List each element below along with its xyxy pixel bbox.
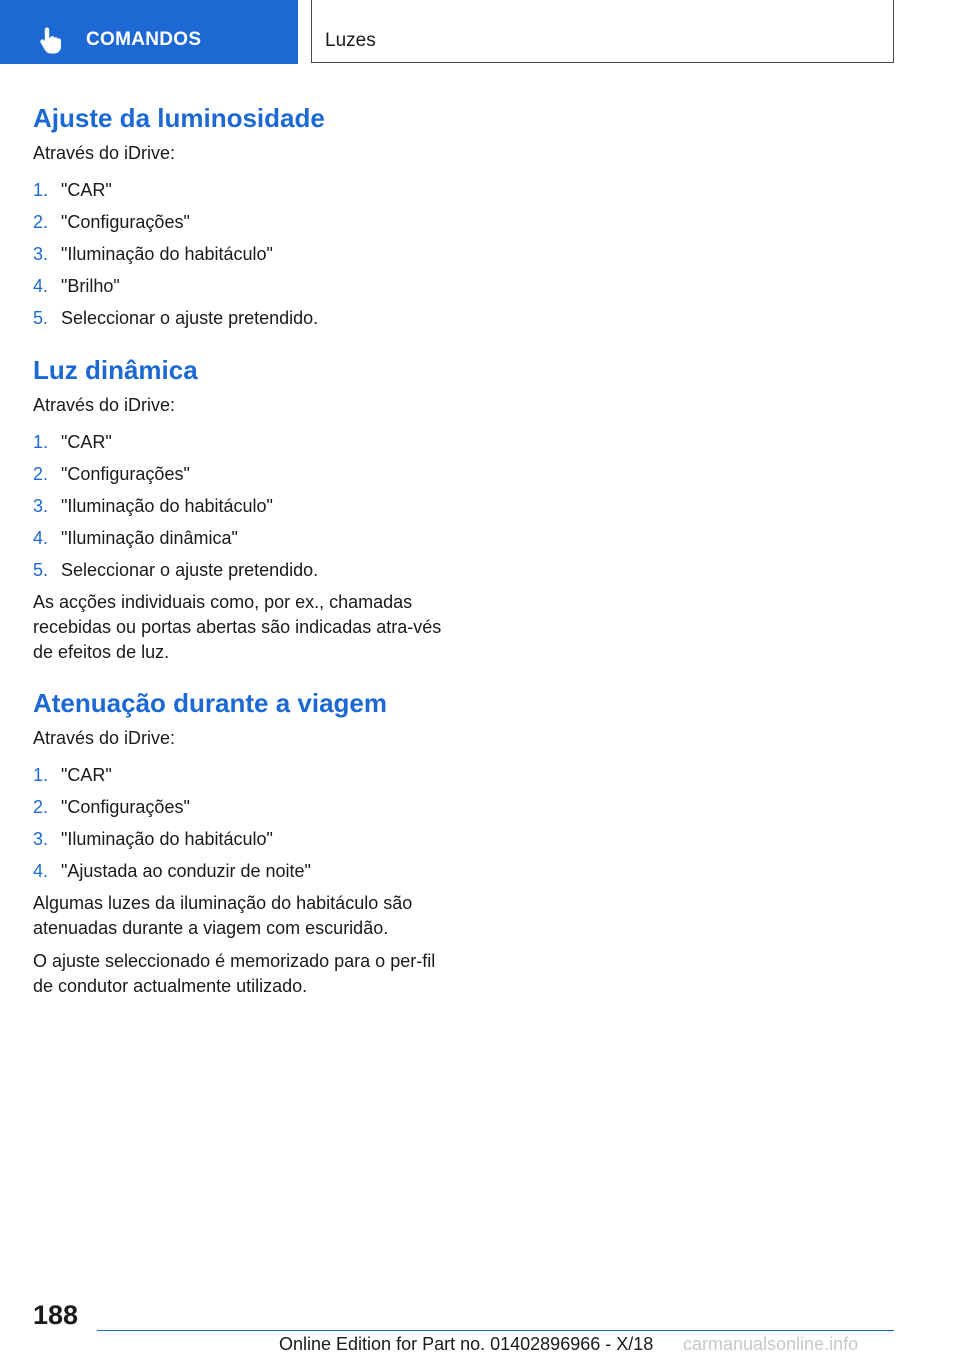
section-intro: Através do iDrive: [33, 728, 176, 748]
steps-list [33, 426, 443, 586]
content-column [33, 100, 443, 1015]
step-item: 1. "CAR" [33, 765, 112, 785]
section-paragraph: As acções individuais como, por ex., chamadas recebidas ou portas abertas são indicadas atra-vés de efeitos de luz. [33, 592, 442, 662]
step-item: 3. "Iluminação do habitáculo" [33, 829, 273, 849]
step-item: 2. "Configurações" [33, 464, 190, 484]
step-item: 3. "Iluminação do habitáculo" [33, 496, 273, 516]
footer-divider [97, 1330, 894, 1331]
steps-list [33, 174, 443, 334]
section-title: Ajuste da luminosidade [33, 103, 325, 133]
step-item: 2. "Configurações" [33, 212, 190, 232]
section-title: Luz dinâmica [33, 355, 198, 385]
section-title: Atenuação durante a viagem [33, 688, 387, 718]
pointing-hand-icon [38, 26, 64, 54]
step-item: 2. "Configurações" [33, 797, 190, 817]
chapter-tab [0, 0, 298, 64]
steps-list [33, 759, 443, 887]
step-item: 4. "Iluminação dinâmica" [33, 528, 238, 548]
section-dynamic-light [33, 352, 443, 665]
section-intro: Através do iDrive: [33, 395, 176, 415]
section-paragraph: O ajuste seleccionado é memorizado para o per-fil de condutor actualmente utilizado. [33, 951, 436, 996]
section-header [311, 0, 894, 63]
edition-text: Online Edition for Part no. 01402896966 - X/18 [279, 1334, 654, 1354]
step-item: 5. Seleccionar o ajuste pretendido. [33, 560, 319, 580]
section-intro: Através do iDrive: [33, 143, 176, 163]
watermark: carmanualsonline.info [683, 1334, 859, 1354]
step-item: 5. Seleccionar o ajuste pretendido. [33, 308, 319, 328]
step-item: 4. "Brilho" [33, 276, 120, 296]
chapter-label: COMANDOS [86, 29, 202, 50]
section-dimming-driving [33, 685, 443, 999]
section-brightness [33, 100, 443, 334]
section-label: Luzes [325, 30, 376, 51]
section-paragraph: Algumas luzes da iluminação do habitáculo são atenuadas durante a viagem com escuridão. [33, 893, 413, 938]
page-number: 188 [33, 1300, 79, 1330]
step-item: 1. "CAR" [33, 432, 112, 452]
step-item: 1. "CAR" [33, 180, 112, 200]
step-item: 3. "Iluminação do habitáculo" [33, 244, 273, 264]
step-item: 4. "Ajustada ao conduzir de noite" [33, 861, 311, 881]
